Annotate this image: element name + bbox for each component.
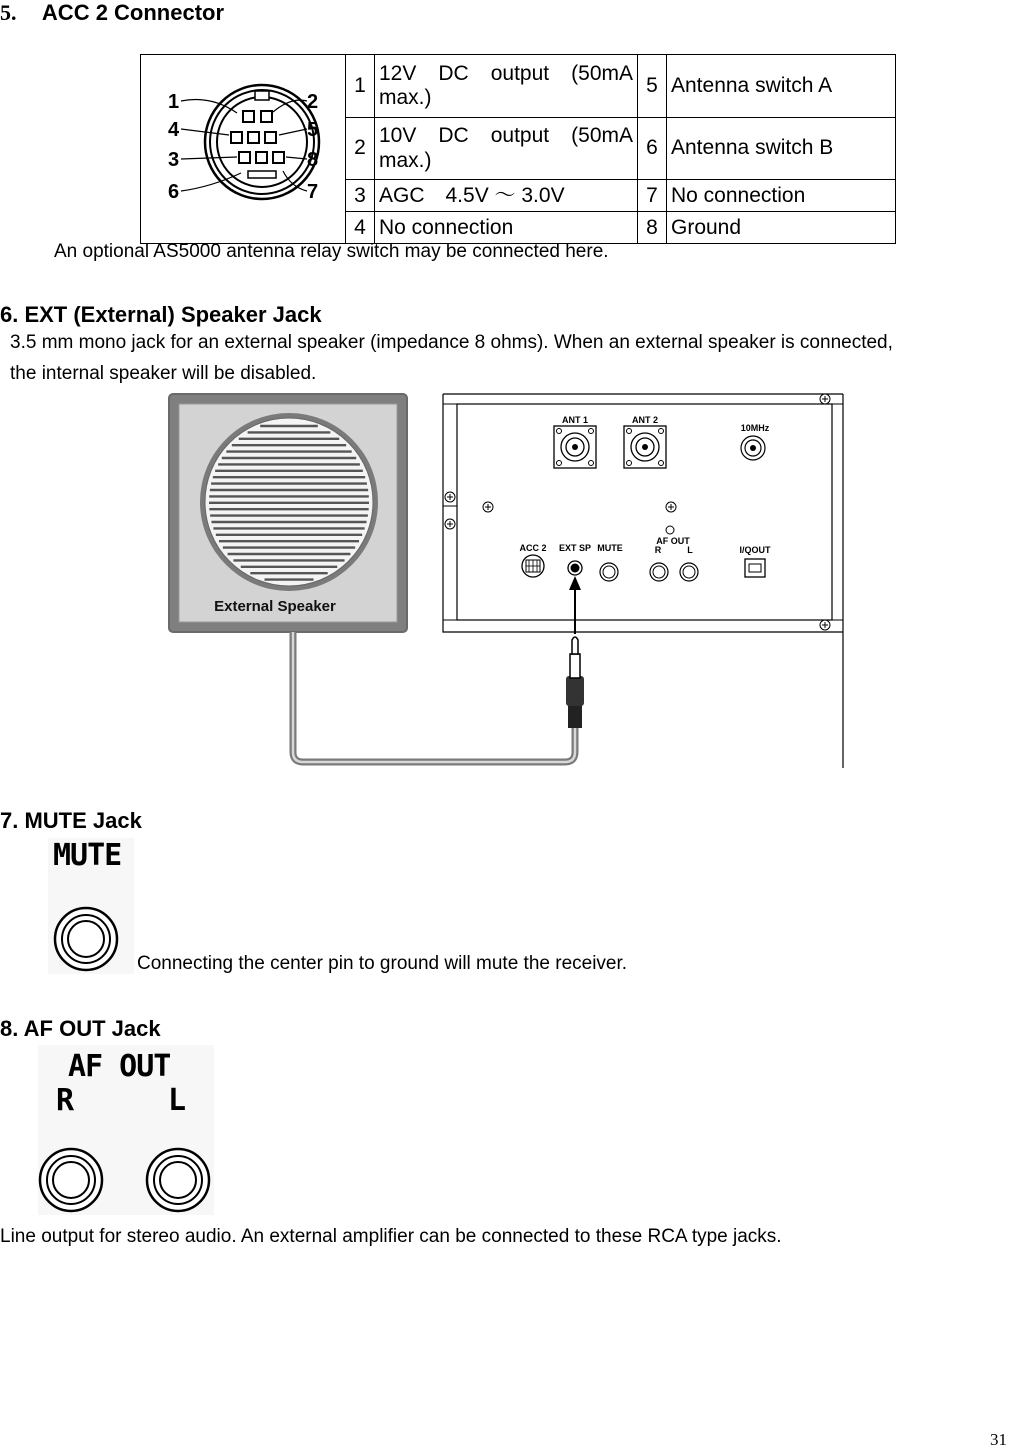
iqout-label: I/QOUT [739,545,771,555]
bnc-connector-icon [741,436,765,460]
acc2-pin-table [140,54,896,244]
pin-label-3: 3 [168,149,180,171]
section-6-body-line1: 3.5 mm mono jack for an external speaker (impedance 8 ohms). When an external speaker is connected, [10,332,893,353]
pin-label-7: 7 [307,181,319,203]
pin-description: AGC 4.5V ～ 3.0V [375,180,638,212]
pin-description: Ground [667,212,896,244]
mute-jack-label: MUTE [53,838,122,873]
pin-description: 10V DC output (50mA max.) [375,117,638,180]
afout-jack-label: AF OUT [68,1049,171,1084]
ext-speaker-jack-icon [568,561,582,575]
afout-panel-label: AF OUT [656,536,690,546]
pin-description: 12V DC output (50mA max.) [375,55,638,118]
acc2-note: An optional AS5000 antenna relay switch may be connected here. [54,241,609,262]
usb-port-icon [745,559,765,577]
ant1-connector-icon [554,426,596,468]
page-number: 31 [990,1430,1007,1449]
afout-jacks-icon [650,563,698,581]
ant2-connector-icon [624,426,666,468]
ant1-label: ANT 1 [561,415,589,425]
pin-number: 2 [346,117,375,180]
afout-jack-figure [38,1045,214,1215]
pin-description: No connection [667,180,896,212]
din-connector-cell [141,55,346,244]
pin-description: No connection [375,212,638,244]
pin-label-4: 4 [168,119,180,141]
pin-number: 8 [638,212,667,244]
section-7-heading: 7. MUTE Jack [0,808,142,833]
section-8-heading: 8. AF OUT Jack [0,1016,161,1041]
afout-l-panel-label: L [687,545,693,555]
section-7-body: Connecting the center pin to ground will mute the receiver. [137,953,628,974]
pin-label-2: 2 [307,91,319,113]
pin-number: 1 [346,55,375,118]
pin-number: 6 [638,117,667,180]
pin-number: 4 [346,212,375,244]
ant2-label: ANT 2 [631,415,659,425]
external-speaker-connection-diagram [165,390,850,770]
section-6-body-line2: the internal speaker will be disabled. [10,363,317,384]
pin-description: Antenna switch A [667,55,896,118]
afout-l-label: L [168,1083,187,1118]
afout-r-label: R [56,1083,75,1118]
speaker-grille [200,413,378,591]
pin-label-1: 1 [168,91,180,113]
phone-plug-icon [566,637,584,728]
section-5-title: ACC 2 Connector [41,0,225,25]
acc2-label: ACC 2 [519,543,547,553]
pin-label-5: 5 [307,119,319,141]
mute-panel-label: MUTE [597,543,623,553]
acc2-din-icon [522,555,544,577]
mute-jack-figure [48,838,134,974]
section-5-number: 5. [0,0,17,25]
mute-rca-jack-icon [50,904,122,974]
pin-number: 3 [346,180,375,212]
rear-panel [443,394,843,768]
mute-jack-icon [600,563,618,581]
afout-rca-jacks-icon [38,1145,214,1215]
section-5-heading [0,0,224,26]
pin-label-6: 6 [168,181,180,203]
ref-10mhz-label: 10MHz [740,423,770,433]
afout-r-panel-label: R [654,545,662,555]
speaker-label: External Speaker [214,598,336,615]
pin-number: 5 [638,55,667,118]
speaker-cable [293,632,575,762]
extsp-label: EXT SP [558,543,592,553]
pin-number: 7 [638,180,667,212]
din-connector-icon [141,55,345,237]
pin-description: Antenna switch B [667,117,896,180]
section-6-heading: 6. EXT (External) Speaker Jack [0,302,322,327]
section-8-body: Line output for stereo audio. An external amplifier can be connected to these RCA type jacks. [0,1226,782,1247]
pin-label-8: 8 [307,149,319,171]
